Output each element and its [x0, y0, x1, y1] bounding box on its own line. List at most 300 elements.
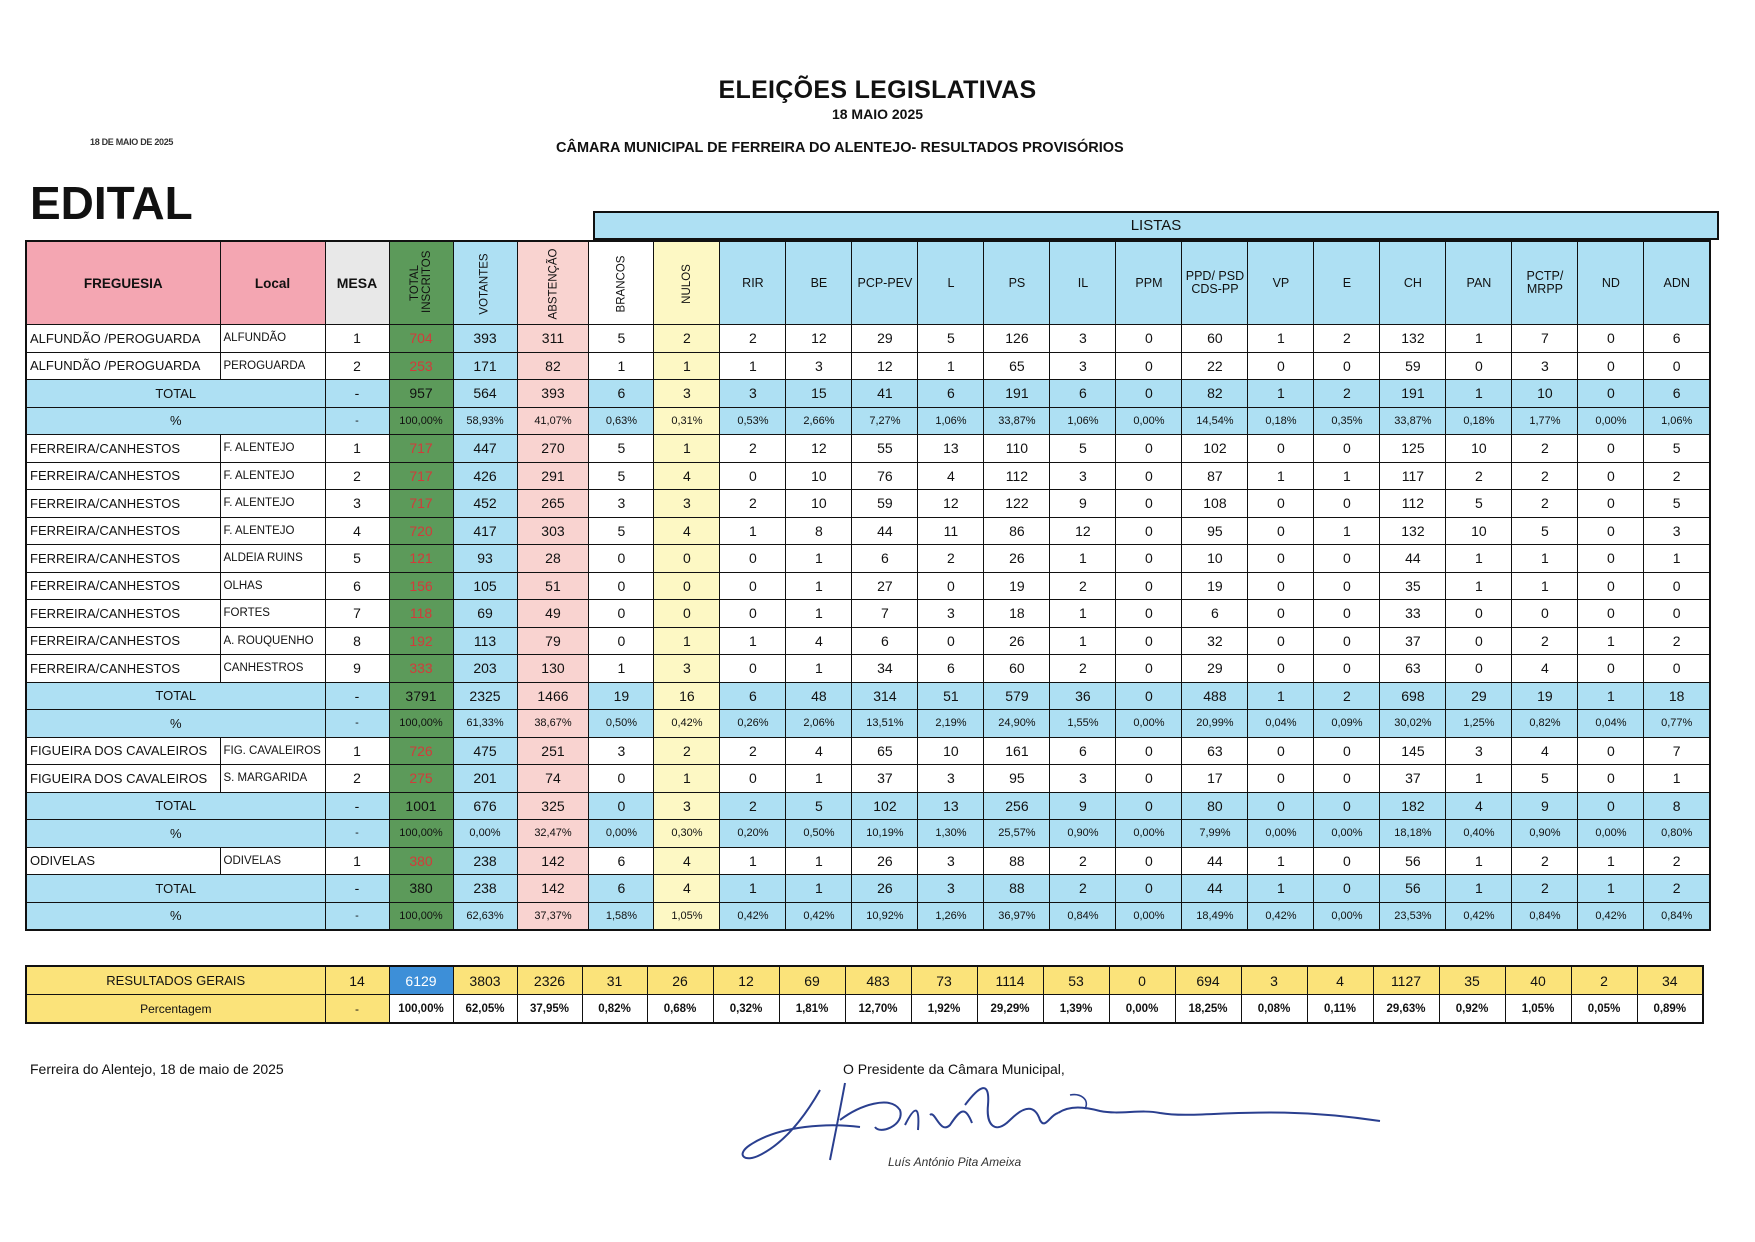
- inscritos-cell: 275: [389, 765, 453, 793]
- president-label: O Presidente da Câmara Municipal,: [843, 1061, 1065, 1077]
- votes-cell: 314: [852, 682, 918, 710]
- votes-cell: 26: [984, 545, 1050, 573]
- mesa-cell: -: [325, 820, 389, 848]
- mesa-cell: 5: [325, 545, 389, 573]
- results-votes: 12,70%: [845, 995, 911, 1024]
- votes-cell: 12: [852, 352, 918, 380]
- inscritos-cell: 118: [389, 600, 453, 628]
- table-row: [26, 847, 1710, 875]
- results-mesa: -: [325, 995, 389, 1024]
- votes-cell: 2: [1512, 435, 1578, 463]
- results-brancos: 31: [582, 966, 647, 995]
- votes-cell: 4: [1512, 655, 1578, 683]
- abstencao-cell: 303: [517, 517, 589, 545]
- results-abstencao: 37,95%: [517, 995, 582, 1024]
- votes-cell: 0: [1314, 490, 1380, 518]
- freguesia-cell: FERREIRA/CANHESTOS: [26, 627, 220, 655]
- votes-cell: 112: [984, 462, 1050, 490]
- nulos-cell: 4: [654, 875, 720, 903]
- inscritos-cell: 100,00%: [389, 902, 453, 930]
- votes-cell: 102: [1182, 435, 1248, 463]
- votes-cell: 0: [1314, 792, 1380, 820]
- votes-cell: 0: [720, 572, 786, 600]
- votes-cell: 0: [1248, 737, 1314, 765]
- votes-cell: 3: [1050, 325, 1116, 353]
- votes-cell: 0,90%: [1050, 820, 1116, 848]
- votes-cell: 1: [1644, 765, 1710, 793]
- votes-cell: 48: [786, 682, 852, 710]
- abstencao-cell: 38,67%: [517, 710, 589, 738]
- col-party-11: PAN: [1446, 241, 1512, 325]
- votes-cell: 0: [1116, 737, 1182, 765]
- brancos-cell: 6: [589, 875, 654, 903]
- votes-cell: 5: [1512, 765, 1578, 793]
- abstencao-cell: 41,07%: [517, 407, 589, 435]
- brancos-cell: 0: [589, 600, 654, 628]
- col-party-4: PS: [984, 241, 1050, 325]
- votes-cell: 0,84%: [1644, 902, 1710, 930]
- inscritos-cell: 100,00%: [389, 710, 453, 738]
- total-label: TOTAL: [26, 792, 325, 820]
- abstencao-cell: 130: [517, 655, 589, 683]
- col-brancos: [589, 241, 654, 325]
- votes-cell: 0: [1248, 572, 1314, 600]
- votes-cell: 1: [1050, 627, 1116, 655]
- votes-cell: 9: [1050, 490, 1116, 518]
- results-votes: 0,08%: [1241, 995, 1307, 1024]
- votes-cell: 56: [1380, 847, 1446, 875]
- votes-cell: 44: [1182, 847, 1248, 875]
- votes-cell: 191: [984, 380, 1050, 408]
- votes-cell: 132: [1380, 325, 1446, 353]
- mesa-cell: 8: [325, 627, 389, 655]
- nulos-cell: 0: [654, 545, 720, 573]
- votes-cell: 59: [852, 490, 918, 518]
- col-local: Local: [220, 241, 325, 325]
- abstencao-cell: 28: [517, 545, 589, 573]
- votes-cell: 0,09%: [1314, 710, 1380, 738]
- mesa-cell: 7: [325, 600, 389, 628]
- votes-cell: 27: [852, 572, 918, 600]
- mesa-cell: -: [325, 407, 389, 435]
- mesa-cell: 1: [325, 435, 389, 463]
- votes-cell: 41: [852, 380, 918, 408]
- nulos-cell: 0: [654, 572, 720, 600]
- freguesia-cell: FERREIRA/CANHESTOS: [26, 545, 220, 573]
- votes-cell: 1,06%: [1644, 407, 1710, 435]
- table-row: [26, 490, 1710, 518]
- votes-cell: 2,06%: [786, 710, 852, 738]
- votes-cell: 22: [1182, 352, 1248, 380]
- votes-cell: 2: [1644, 875, 1710, 903]
- col-party-14: ADN: [1644, 241, 1710, 325]
- votantes-cell: 201: [453, 765, 517, 793]
- votes-cell: 63: [1182, 737, 1248, 765]
- votes-cell: 0: [1116, 517, 1182, 545]
- votes-cell: 2: [720, 792, 786, 820]
- votes-cell: 59: [1380, 352, 1446, 380]
- col-brancos-label: BRANCOS: [615, 255, 628, 313]
- votes-cell: 18,49%: [1182, 902, 1248, 930]
- votes-cell: 6: [1182, 600, 1248, 628]
- votes-cell: 2,66%: [786, 407, 852, 435]
- votes-cell: 33,87%: [1380, 407, 1446, 435]
- votes-cell: 0,20%: [720, 820, 786, 848]
- results-mesa: 14: [325, 966, 389, 995]
- results-votes: 1,05%: [1505, 995, 1571, 1024]
- votes-cell: 10: [1446, 517, 1512, 545]
- votes-cell: 4: [1512, 737, 1578, 765]
- inscritos-cell: 380: [389, 847, 453, 875]
- votes-cell: 2: [720, 325, 786, 353]
- votes-cell: 0: [1446, 352, 1512, 380]
- votes-cell: 19: [984, 572, 1050, 600]
- votes-cell: 0: [1248, 545, 1314, 573]
- votes-cell: 12: [786, 325, 852, 353]
- votes-cell: 20,99%: [1182, 710, 1248, 738]
- votantes-cell: 113: [453, 627, 517, 655]
- votes-cell: 1: [1512, 545, 1578, 573]
- votes-cell: 0,77%: [1644, 710, 1710, 738]
- votes-cell: 17: [1182, 765, 1248, 793]
- votes-cell: 0: [720, 765, 786, 793]
- votes-cell: 0: [1578, 462, 1644, 490]
- votes-cell: 13: [918, 435, 984, 463]
- votes-cell: 2: [1314, 325, 1380, 353]
- abstencao-cell: 1466: [517, 682, 589, 710]
- freguesia-cell: FIGUEIRA DOS CAVALEIROS: [26, 737, 220, 765]
- votes-cell: 0,00%: [1578, 407, 1644, 435]
- nulos-cell: 3: [654, 490, 720, 518]
- local-cell: CANHESTROS: [220, 655, 325, 683]
- votes-cell: 1,55%: [1050, 710, 1116, 738]
- votes-cell: 7: [1512, 325, 1578, 353]
- col-party-2: PCP-PEV: [852, 241, 918, 325]
- inscritos-cell: 957: [389, 380, 453, 408]
- results-votes: 694: [1175, 966, 1241, 995]
- votes-cell: 1,26%: [918, 902, 984, 930]
- abstencao-cell: 291: [517, 462, 589, 490]
- abstencao-cell: 74: [517, 765, 589, 793]
- votes-cell: 0: [1314, 655, 1380, 683]
- col-party-8: VP: [1248, 241, 1314, 325]
- local-cell: FORTES: [220, 600, 325, 628]
- votes-cell: 1: [1446, 847, 1512, 875]
- nulos-cell: 1: [654, 352, 720, 380]
- table-row: [26, 627, 1710, 655]
- votes-cell: 33,87%: [984, 407, 1050, 435]
- votes-cell: 0: [1578, 792, 1644, 820]
- votes-cell: 1: [1446, 380, 1512, 408]
- nulos-cell: 2: [654, 737, 720, 765]
- votes-cell: 26: [852, 875, 918, 903]
- brancos-cell: 0,63%: [589, 407, 654, 435]
- table-row: [26, 600, 1710, 628]
- votantes-cell: 417: [453, 517, 517, 545]
- results-votes: 0,89%: [1637, 995, 1703, 1024]
- votes-cell: 2: [1050, 655, 1116, 683]
- col-party-5: IL: [1050, 241, 1116, 325]
- votes-cell: 108: [1182, 490, 1248, 518]
- results-votes: 0,32%: [713, 995, 779, 1024]
- votes-cell: 0: [1512, 600, 1578, 628]
- votes-cell: 182: [1380, 792, 1446, 820]
- votes-cell: 13: [918, 792, 984, 820]
- votes-cell: 0,42%: [1446, 902, 1512, 930]
- results-votes: 0,11%: [1307, 995, 1373, 1024]
- votes-cell: 18: [1644, 682, 1710, 710]
- brancos-cell: 0,50%: [589, 710, 654, 738]
- votes-cell: 0: [918, 627, 984, 655]
- abstencao-cell: 79: [517, 627, 589, 655]
- votes-cell: 132: [1380, 517, 1446, 545]
- total-row: [26, 682, 1710, 710]
- votes-cell: 1,06%: [1050, 407, 1116, 435]
- votes-cell: 3: [918, 847, 984, 875]
- inscritos-cell: 717: [389, 490, 453, 518]
- col-nulos-label: NULOS: [680, 264, 693, 304]
- results-votes: 3: [1241, 966, 1307, 995]
- abstencao-cell: 393: [517, 380, 589, 408]
- votes-cell: 65: [984, 352, 1050, 380]
- local-cell: ALFUNDÃO: [220, 325, 325, 353]
- votes-cell: 191: [1380, 380, 1446, 408]
- votes-cell: 0: [1248, 517, 1314, 545]
- mesa-cell: 3: [325, 490, 389, 518]
- votes-cell: 63: [1380, 655, 1446, 683]
- col-party-3: L: [918, 241, 984, 325]
- votes-cell: 0: [1116, 847, 1182, 875]
- votes-cell: 7,99%: [1182, 820, 1248, 848]
- votes-cell: 44: [1380, 545, 1446, 573]
- document-subtitle: CÂMARA MUNICIPAL DE FERREIRA DO ALENTEJO- RESULTADOS PROVISÓRIOS: [556, 140, 1124, 156]
- votes-cell: 10: [1446, 435, 1512, 463]
- inscritos-cell: 121: [389, 545, 453, 573]
- votes-cell: 1: [786, 572, 852, 600]
- votes-cell: 2: [1050, 847, 1116, 875]
- table-row: [26, 325, 1710, 353]
- votes-cell: 0: [1578, 490, 1644, 518]
- votes-cell: 0,80%: [1644, 820, 1710, 848]
- mesa-cell: -: [325, 682, 389, 710]
- votes-cell: 36,97%: [984, 902, 1050, 930]
- votes-cell: 102: [852, 792, 918, 820]
- votes-cell: 0,42%: [1578, 902, 1644, 930]
- nulos-cell: 1: [654, 627, 720, 655]
- votes-cell: 0: [1248, 490, 1314, 518]
- results-votes: 12: [713, 966, 779, 995]
- votes-cell: 145: [1380, 737, 1446, 765]
- votes-cell: 125: [1380, 435, 1446, 463]
- votantes-cell: 171: [453, 352, 517, 380]
- votes-cell: 122: [984, 490, 1050, 518]
- abstencao-cell: 325: [517, 792, 589, 820]
- votes-cell: 3: [1644, 517, 1710, 545]
- votes-cell: 87: [1182, 462, 1248, 490]
- votes-cell: 0,04%: [1578, 710, 1644, 738]
- nulos-cell: 3: [654, 655, 720, 683]
- freguesia-cell: FERREIRA/CANHESTOS: [26, 517, 220, 545]
- votes-cell: 6: [1644, 325, 1710, 353]
- results-votes: 1,92%: [911, 995, 977, 1024]
- results-nulos: 26: [647, 966, 713, 995]
- votes-cell: 1,25%: [1446, 710, 1512, 738]
- inscritos-cell: 253: [389, 352, 453, 380]
- abstencao-cell: 37,37%: [517, 902, 589, 930]
- table-row: [26, 655, 1710, 683]
- local-cell: F. ALENTEJO: [220, 462, 325, 490]
- local-cell: F. ALENTEJO: [220, 490, 325, 518]
- votes-cell: 1: [1314, 517, 1380, 545]
- votes-cell: 0,90%: [1512, 820, 1578, 848]
- votes-cell: 0,35%: [1314, 407, 1380, 435]
- place-date: Ferreira do Alentejo, 18 de maio de 2025: [30, 1061, 284, 1077]
- votes-cell: 11: [918, 517, 984, 545]
- abstencao-cell: 142: [517, 875, 589, 903]
- votes-cell: 0,18%: [1248, 407, 1314, 435]
- brancos-cell: 1: [589, 655, 654, 683]
- votes-cell: 2: [1644, 847, 1710, 875]
- mesa-cell: -: [325, 792, 389, 820]
- local-cell: F. ALENTEJO: [220, 435, 325, 463]
- votes-cell: 10: [918, 737, 984, 765]
- votes-cell: 80: [1182, 792, 1248, 820]
- votes-cell: 0: [1446, 600, 1512, 628]
- table-header-row: [26, 241, 1710, 325]
- inscritos-cell: 726: [389, 737, 453, 765]
- votes-cell: 6: [918, 655, 984, 683]
- votes-cell: 1,06%: [918, 407, 984, 435]
- votes-cell: 0: [1116, 462, 1182, 490]
- votes-cell: 26: [852, 847, 918, 875]
- mesa-cell: 6: [325, 572, 389, 600]
- votes-cell: 29: [1446, 682, 1512, 710]
- inscritos-cell: 3791: [389, 682, 453, 710]
- votes-cell: 0,82%: [1512, 710, 1578, 738]
- results-votes: 29,29%: [977, 995, 1043, 1024]
- votes-cell: 0: [720, 655, 786, 683]
- votes-cell: 1: [1446, 875, 1512, 903]
- votes-cell: 9: [1512, 792, 1578, 820]
- votes-cell: 1: [1248, 875, 1314, 903]
- col-party-6: PPM: [1116, 241, 1182, 325]
- results-inscritos: 100,00%: [389, 995, 453, 1024]
- brancos-cell: 19: [589, 682, 654, 710]
- votes-cell: 2: [1314, 682, 1380, 710]
- votes-cell: 0,42%: [1248, 902, 1314, 930]
- votes-cell: 60: [1182, 325, 1248, 353]
- total-label: TOTAL: [26, 875, 325, 903]
- table-row: [26, 737, 1710, 765]
- votes-cell: 3: [1512, 352, 1578, 380]
- votes-cell: 1: [1248, 847, 1314, 875]
- votes-cell: 6: [1050, 380, 1116, 408]
- votantes-cell: 676: [453, 792, 517, 820]
- votes-cell: 6: [1644, 380, 1710, 408]
- inscritos-cell: 1001: [389, 792, 453, 820]
- votes-cell: 2: [1644, 627, 1710, 655]
- freguesia-cell: FIGUEIRA DOS CAVALEIROS: [26, 765, 220, 793]
- general-percent-row: [26, 995, 1703, 1024]
- freguesia-cell: FERREIRA/CANHESTOS: [26, 572, 220, 600]
- votes-cell: 161: [984, 737, 1050, 765]
- votantes-cell: 69: [453, 600, 517, 628]
- votes-cell: 24,90%: [984, 710, 1050, 738]
- col-inscritos: [389, 241, 453, 325]
- percent-row: [26, 820, 1710, 848]
- results-label: Percentagem: [26, 995, 325, 1024]
- votes-cell: 488: [1182, 682, 1248, 710]
- votes-cell: 0: [1116, 627, 1182, 655]
- votes-cell: 0,50%: [786, 820, 852, 848]
- votes-cell: 112: [1380, 490, 1446, 518]
- percent-label: %: [26, 902, 325, 930]
- percent-row: [26, 902, 1710, 930]
- votes-cell: 0: [1644, 655, 1710, 683]
- abstencao-cell: 51: [517, 572, 589, 600]
- votes-cell: 0,00%: [1116, 710, 1182, 738]
- nulos-cell: 0,42%: [654, 710, 720, 738]
- votes-cell: 0: [1578, 352, 1644, 380]
- nulos-cell: 4: [654, 517, 720, 545]
- nulos-cell: 0,31%: [654, 407, 720, 435]
- total-row: [26, 380, 1710, 408]
- votes-cell: 1: [720, 627, 786, 655]
- results-votes: 0: [1109, 966, 1175, 995]
- results-label: RESULTADOS GERAIS: [26, 966, 325, 995]
- votantes-cell: 452: [453, 490, 517, 518]
- votes-cell: 5: [1050, 435, 1116, 463]
- votes-cell: 10,92%: [852, 902, 918, 930]
- votes-cell: 5: [918, 325, 984, 353]
- brancos-cell: 5: [589, 435, 654, 463]
- votes-cell: 0: [1314, 765, 1380, 793]
- votes-cell: 698: [1380, 682, 1446, 710]
- votes-cell: 65: [852, 737, 918, 765]
- votes-cell: 0: [1116, 325, 1182, 353]
- brancos-cell: 0,00%: [589, 820, 654, 848]
- votantes-cell: 238: [453, 875, 517, 903]
- votes-cell: 0: [1314, 847, 1380, 875]
- votes-cell: 2: [1512, 875, 1578, 903]
- votes-cell: 0: [1578, 600, 1644, 628]
- results-votes: 2: [1571, 966, 1637, 995]
- votes-cell: 10: [1182, 545, 1248, 573]
- votes-cell: 110: [984, 435, 1050, 463]
- local-cell: PEROGUARDA: [220, 352, 325, 380]
- votes-cell: 0,53%: [720, 407, 786, 435]
- votes-cell: 1: [1050, 600, 1116, 628]
- votes-cell: 0: [1116, 765, 1182, 793]
- edital-heading: EDITAL: [30, 177, 193, 229]
- brancos-cell: 6: [589, 847, 654, 875]
- votes-cell: 1: [1248, 462, 1314, 490]
- percent-label: %: [26, 710, 325, 738]
- votes-cell: 3: [720, 380, 786, 408]
- abstencao-cell: 311: [517, 325, 589, 353]
- votes-cell: 0: [1116, 875, 1182, 903]
- votes-cell: 1: [720, 352, 786, 380]
- votes-cell: 1: [1578, 627, 1644, 655]
- mesa-cell: -: [325, 380, 389, 408]
- inscritos-cell: 720: [389, 517, 453, 545]
- votes-cell: 1: [1446, 765, 1512, 793]
- nulos-cell: 1,05%: [654, 902, 720, 930]
- votes-cell: 0: [1314, 627, 1380, 655]
- mesa-cell: 1: [325, 847, 389, 875]
- local-cell: S. MARGARIDA: [220, 765, 325, 793]
- inscritos-cell: 100,00%: [389, 407, 453, 435]
